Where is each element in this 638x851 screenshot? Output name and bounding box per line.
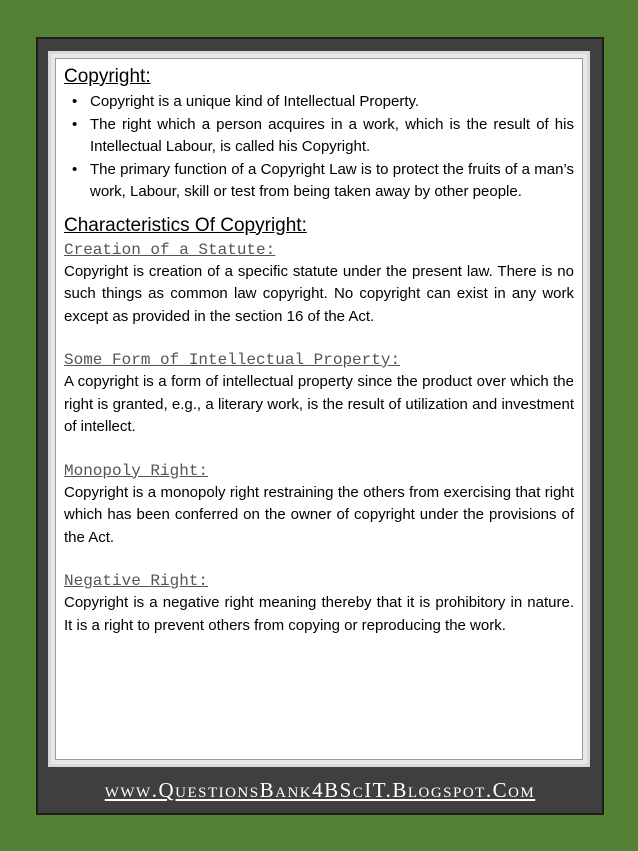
- section-intellectual-property: [64, 350, 574, 439]
- section-title: Monopoly Right:: [64, 461, 209, 480]
- content-border: [48, 51, 590, 767]
- bullet-text: The primary function of a Copyright Law is to protect the fruits of a man’s work, Labour, skill or test from being taken away by other people.: [90, 160, 574, 200]
- bullet-icon: •: [72, 115, 78, 133]
- bullet-item: [64, 91, 574, 114]
- bullet-item: [64, 114, 574, 159]
- bullet-item: [64, 159, 574, 204]
- section-body: Copyright is a negative right meaning thereby that it is prohibitory in nature. It is a right to prevent others from copying or reproducing the work.: [64, 594, 574, 634]
- section-body: Copyright is creation of a specific statute under the present law. There is no such things as common law copyright. No copyright can exist in any work except as provided in the section 16 of the Act.: [64, 262, 574, 325]
- copyright-heading: Copyright:: [64, 66, 151, 87]
- bullet-text: The right which a person acquires in a work, which is the result of his Intellectual Labour, is called his Copyright.: [90, 115, 574, 155]
- content-page: [55, 58, 583, 760]
- section-title: Some Form of Intellectual Property:: [64, 351, 401, 369]
- characteristics-heading: Characteristics Of Copyright:: [64, 214, 307, 236]
- footer-website-link[interactable]: www.QuestionsBank4BScIT.Blogspot.Com: [104, 778, 536, 802]
- section-title: Creation of a Statute:: [64, 240, 276, 259]
- section-creation-of-statute: [64, 240, 574, 329]
- bullet-icon: •: [72, 93, 78, 110]
- section-monopoly-right: [64, 461, 574, 550]
- copyright-bullet-list: [64, 91, 574, 204]
- bullet-icon: •: [72, 160, 78, 178]
- bullet-text: Copyright is a unique kind of Intellectual Property.: [90, 93, 420, 110]
- section-body: Copyright is a monopoly right restraining the others from exercising that right which has been conferred on the owner of copyright under the provisions of the Act.: [64, 483, 574, 546]
- page-frame: [36, 37, 604, 815]
- section-body: A copyright is a form of intellectual property since the product over which the right is granted, e.g., a literary work, is the result of utilization and investment of intellect.: [64, 373, 574, 435]
- section-title: Negative Right:: [64, 572, 209, 590]
- section-negative-right: [64, 571, 574, 637]
